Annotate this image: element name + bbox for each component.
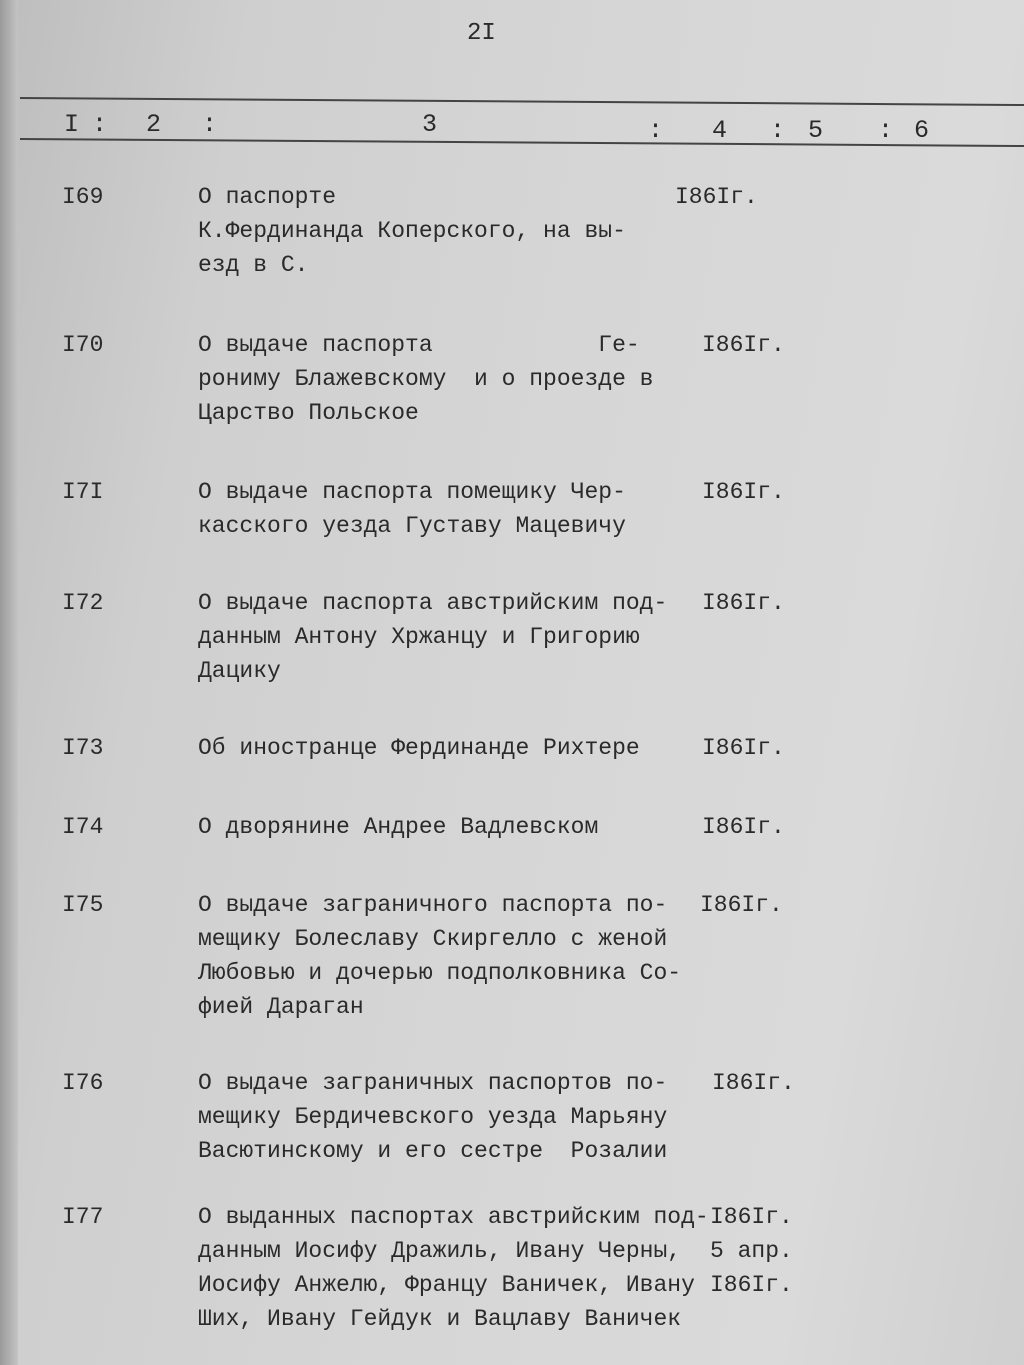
entry-date-line: I86Iг. (702, 814, 785, 840)
entry-title-line: О выдаче заграничного паспорта по- (198, 892, 668, 918)
entry-date (675, 180, 758, 214)
entry-title-line: О паспорте (198, 184, 337, 210)
entry-date-line: I86Iг. (675, 184, 758, 210)
entry-title-line: данным Иосифу Дражиль, Ивану Черны, (198, 1238, 682, 1264)
entry-title-line: езд в С. (198, 252, 309, 278)
entry-title-line: О выдаче паспорта Ге- (198, 332, 640, 358)
entry-title-line: О выдаче паспорта помещику Чер- (198, 479, 626, 505)
entry-title (198, 180, 626, 282)
entry-number: I72 (62, 590, 104, 616)
header-top-rule (20, 97, 1024, 106)
entry-number: I75 (62, 892, 104, 918)
page-number: 2I (467, 20, 496, 47)
entry-title (198, 328, 653, 430)
entry-title-line: Царство Польское (198, 400, 419, 426)
entry-title (198, 1200, 709, 1336)
col-separator: : (92, 110, 108, 139)
entry-title (198, 810, 598, 844)
entry-number: I76 (62, 1070, 104, 1096)
entry-title-line: О дворянине Андрее Вадлевском (198, 814, 599, 840)
entry-title-line: Дацику (198, 658, 281, 684)
entry-title-line: Любовью и дочерью подполковника Со- (198, 960, 682, 986)
page-binding-edge (0, 0, 18, 1365)
entry-date (702, 731, 785, 765)
entry-date (702, 810, 785, 844)
entry-date-line: I86Iг. (702, 735, 785, 761)
entry-title-line: Васютинскому и его сестре Розалии (198, 1138, 668, 1164)
entry-number: I7I (62, 479, 104, 505)
entry-title-line: Об иностранце Фердинанде Рихтере (198, 735, 640, 761)
col-separator: : (878, 116, 894, 145)
entry-date (702, 328, 785, 362)
entry-title-line: мещику Болеславу Скиргелло с женой (198, 926, 668, 952)
entry-title-line: К.Фердинанда Коперского, на вы- (198, 218, 626, 244)
entry-title-line: данным Антону Хржанцу и Григорию (198, 624, 640, 650)
entry-title-line: О выданных паспортах австрийским под- (198, 1204, 709, 1230)
entry-date-line: I86Iг. (710, 1272, 793, 1298)
col-separator: : (202, 110, 218, 139)
entry-date (700, 888, 783, 922)
entry-title (198, 888, 681, 1024)
entry-title-line: рониму Блажевскому и о проезде в (198, 366, 654, 392)
col-header-1: I (64, 110, 80, 139)
entry-date (702, 475, 785, 509)
entry-number: I73 (62, 735, 104, 761)
entry-number: I74 (62, 814, 104, 840)
col-separator: : (770, 116, 786, 145)
entry-date (702, 586, 785, 620)
header-bottom-rule (20, 138, 1024, 147)
entry-date-line: I86Iг. (702, 590, 785, 616)
col-header-2: 2 (146, 110, 162, 139)
entry-date-line: I86Iг. (700, 892, 783, 918)
col-header-3: 3 (422, 110, 438, 139)
entry-title-line: О выдаче заграничных паспортов по- (198, 1070, 668, 1096)
entry-date-line: 5 апр. (710, 1238, 793, 1264)
entry-date-line: I86Iг. (710, 1204, 793, 1230)
entry-number: I77 (62, 1204, 104, 1230)
entry-title-line: мещику Бердичевского уезда Марьяну (198, 1104, 668, 1130)
entry-date-line: I86Iг. (702, 479, 785, 505)
entry-title-line: фией Дараган (198, 994, 364, 1020)
entry-date (712, 1066, 795, 1100)
col-separator: : (648, 116, 664, 145)
entry-title (198, 731, 640, 765)
entry-title (198, 1066, 667, 1168)
entry-title-line: касского уезда Густаву Мацевичу (198, 513, 626, 539)
entry-number: I69 (62, 184, 104, 210)
entry-number: I70 (62, 332, 104, 358)
entry-title (198, 586, 667, 688)
entry-date (710, 1200, 793, 1302)
col-header-5: 5 (808, 116, 824, 145)
entry-title (198, 475, 626, 543)
col-header-6: 6 (914, 116, 930, 145)
entry-title-line: Иосифу Анжелю, Францу Ваничек, Ивану (198, 1272, 695, 1298)
entry-date-line: I86Iг. (702, 332, 785, 358)
entry-title-line: О выдаче паспорта австрийским под- (198, 590, 668, 616)
entry-title-line: Ших, Ивану Гейдук и Вацлаву Ваничек (198, 1306, 682, 1332)
entry-date-line: I86Iг. (712, 1070, 795, 1096)
col-header-4: 4 (712, 116, 728, 145)
